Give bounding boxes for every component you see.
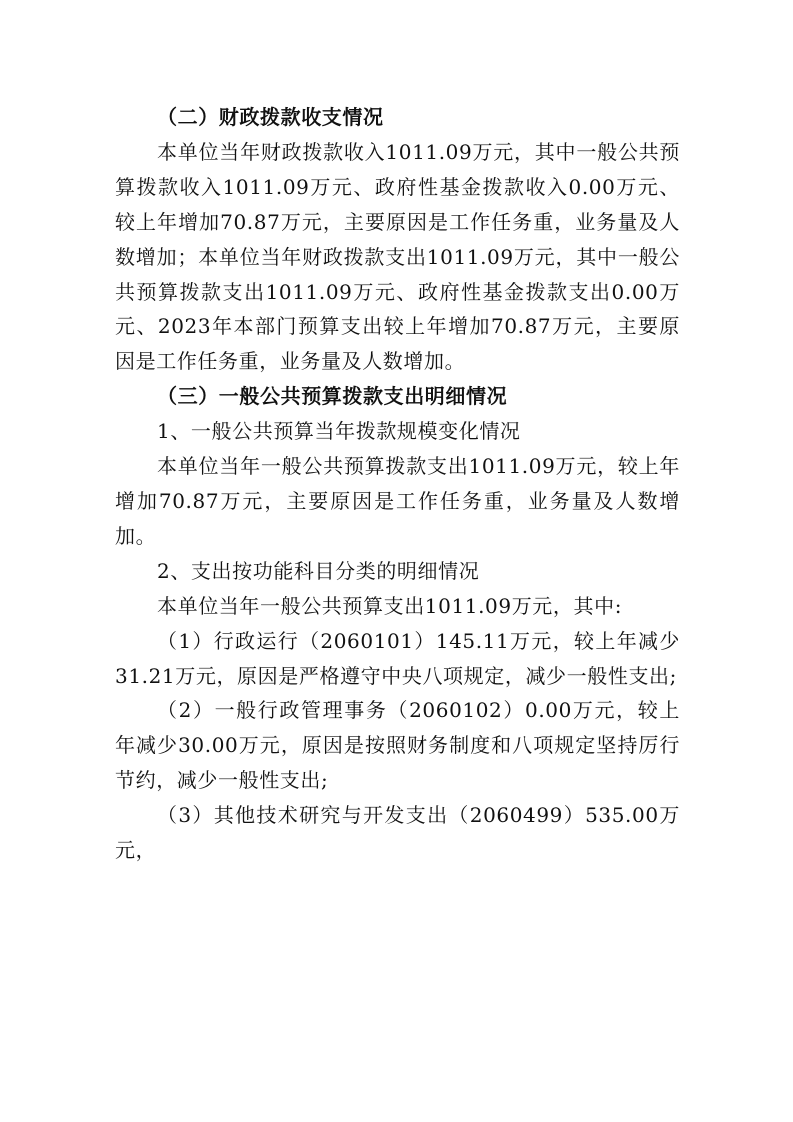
paragraph-general-budget-total: 本单位当年一般公共预算支出1011.09万元，其中: xyxy=(157,593,623,618)
subheading-functional-classification: 2、支出按功能科目分类的明细情况 xyxy=(157,558,480,583)
subheading-appropriation-scale: 1、一般公共预算当年拨款规模变化情况 xyxy=(157,419,521,444)
section-heading-general-budget-detail: （三）一般公共预算拨款支出明细情况 xyxy=(157,384,508,409)
section-heading-fiscal-appropriation: （二）财政拨款收支情况 xyxy=(157,105,384,129)
list-item-general-administration: （2）一般行政管理事务（2060102）0.00万元，较上年减少30.00万元，原因是按照财务制度和八项规定坚持厉行节约，减少一般性支出; xyxy=(115,698,680,793)
paragraph-appropriation-scale: 本单位当年一般公共预算拨款支出1011.09万元，较上年增加70.87万元，主要原因是工作任务重，业务量及人数增加。 xyxy=(115,454,680,548)
list-item-other-research-development: （3）其他技术研究与开发支出（2060499）535.00万元， xyxy=(115,803,680,863)
list-item-administrative-operation: （1）行政运行（2060101）145.11万元，较上年减少31.21万元，原因是严格遵守中央八项规定，减少一般性支出; xyxy=(115,628,680,688)
paragraph-fiscal-income-expenditure: 本单位当年财政拨款收入1011.09万元，其中一般公共预算拨款收入1011.09万元、政府性基金拨款收入0.00万元、较上年增加70.87万元，主要原因是工作任务重，业务量及人数增加；本单位当年财政拨款支出1011.09万元，其中一般公共预算拨款支出1011.09万元、政府性基金拨款支出0.00万元、2023年本部门预算支出较上年增加70.87万元，主要原因是工作任务重，业务量及人数增加。 xyxy=(115,139,680,374)
document-body xyxy=(115,100,680,868)
